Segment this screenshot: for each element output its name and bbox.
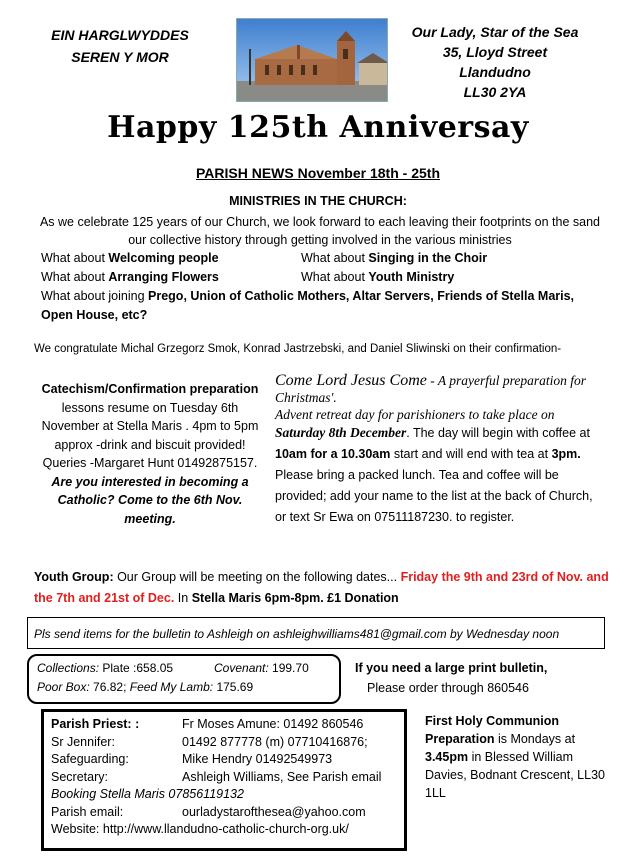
retreat-text1: . The day will begin with coffee at [406, 426, 590, 440]
page-title: Happy 125th Anniversay [107, 110, 529, 145]
communion-text: is Mondays at [494, 732, 576, 746]
ministry-joining [41, 287, 601, 325]
retreat-tagline: - A prayerful preparation for Christmas'. [275, 373, 586, 405]
booking-info: Booking Stella Maris 07856119132 [51, 787, 244, 801]
church-photo-image [237, 19, 387, 101]
collections-row2 [37, 678, 331, 697]
ministry-joining-list: Prego, Union of Catholic Mothers, Altar Servers, Friends of Stella Maris, Open House, etc? [41, 289, 575, 322]
ministry-prefix: What about [301, 270, 369, 284]
communion-location: in Blessed William Davies, Bodnant Crescent, LL30 1LL [425, 750, 605, 800]
youth-venue-prefix: In [174, 591, 192, 605]
youth-group-notice [34, 567, 609, 609]
catechism-question: Are you interested in becoming a Catholic? Come to the 6th Nov. meeting. [51, 474, 249, 526]
secretary-label: Secretary: [51, 769, 108, 784]
ministry-prefix: What about [301, 251, 369, 265]
address-postcode: LL30 2YA [463, 84, 527, 100]
feed-my-lamb-value: 175.69 [213, 680, 254, 694]
contact-row-email [51, 804, 404, 822]
contact-row-secretary [51, 769, 404, 787]
contact-row-safeguarding [51, 751, 404, 769]
retreat-text2: start and will end with tea at [390, 447, 552, 461]
ministry-choir [301, 249, 487, 268]
ministry-prefix: What about [41, 270, 109, 284]
ministries-intro: As we celebrate 125 years of our Church, we look forward to each leaving their footprints on the sand our collective history through getting involved in the various ministries [39, 215, 601, 247]
ministry-welcoming [41, 249, 219, 268]
youth-label: Youth Group: [34, 570, 114, 584]
ministry-prefix: What about [41, 251, 109, 265]
ministry-joining-prefix: What about joining [41, 289, 149, 303]
collections-box [27, 654, 341, 704]
sister-value: 01492 877778 (m) 07710416876; [182, 734, 368, 749]
parish-address [390, 22, 600, 102]
welsh-name-line1: EIN HARGLWYDDES [51, 27, 189, 43]
large-print-line2: Please order through 860546 [367, 681, 529, 695]
safeguarding-value: Mike Hendry 01492549973 [182, 752, 333, 766]
priest-value: Fr Moses Amune: 01492 860546 [182, 717, 364, 731]
retreat-title: Come Lord Jesus Come [275, 372, 427, 389]
collections-row1 [37, 659, 331, 678]
email-value: ourladystarofthesea@yahoo.com [182, 804, 366, 819]
contact-row-sister [51, 734, 404, 752]
large-print-line1: If you need a large print bulletin, [355, 661, 548, 675]
welsh-name-line2: SEREN Y MOR [71, 49, 169, 65]
retreat-date: Saturday 8th December [275, 425, 407, 440]
priest-label: Parish Priest: : [51, 717, 140, 731]
communion-time: 3.45pm [425, 750, 469, 764]
retreat-start-time: 10am for a 10.30am [275, 447, 391, 461]
contact-row-website [51, 821, 404, 839]
email-label: Parish email: [51, 804, 124, 819]
communion-title: First Holy Communion Preparation [425, 714, 560, 746]
safeguarding-label: Safeguarding: [51, 752, 129, 766]
catechism-details: lessons resume on Tuesday 6th November at Stella Maris . 4pm to 5pm approx -drink and biscuit provided! Queries -Margaret Hunt 01492875157. [41, 400, 259, 470]
catechism-title: Catechism/Confirmation preparation [41, 382, 259, 396]
large-print-note [355, 658, 595, 698]
church-photo [236, 18, 388, 102]
bulletin-submission-note: Pls send items for the bulletin to Ashleigh on ashleighwilliams481@gmail.com by Wednesday noon [27, 617, 605, 649]
parish-name-english: Our Lady, Star of the Sea [411, 24, 579, 40]
collections-label: Collections: [37, 661, 100, 675]
ministry-item: Youth Ministry [368, 270, 455, 284]
address-street: 35, Lloyd Street [442, 44, 548, 60]
sister-label: Sr Jennifer: [51, 734, 115, 749]
confirmation-congratulations: We congratulate Michal Grzegorz Smok, Konrad Jastrzebski, and Daniel Sliwinski on their confirmation- [34, 343, 562, 355]
contact-row-booking [51, 786, 404, 804]
collections-plate: Plate :658.05 [99, 661, 174, 675]
retreat-end-time: 3pm. [551, 447, 581, 461]
advent-retreat-notice [275, 372, 605, 528]
ministry-youth [301, 268, 454, 287]
ministry-item: Arranging Flowers [108, 270, 219, 284]
secretary-value: Ashleigh Williams, See Parish email [182, 769, 382, 784]
retreat-intro: Advent retreat day for parishioners to take place on [275, 407, 555, 422]
poorbox-value: 76.82; [89, 680, 130, 694]
contact-row-priest [51, 716, 404, 734]
feed-my-lamb-label: Feed My Lamb: [129, 680, 214, 694]
youth-text: Our Group will be meeting on the following dates... [113, 570, 401, 584]
first-communion-notice [425, 712, 615, 802]
retreat-text3: Please bring a packed lunch. Tea and coffee will be provided; add your name to the list at the back of Church, or text Sr Ewa on 07511187230. to register. [275, 468, 593, 524]
ministry-item: Welcoming people [108, 251, 219, 265]
ministries-heading: MINISTRIES IN THE CHURCH: [229, 194, 407, 208]
ministry-item: Singing in the Choir [368, 251, 488, 265]
catechism-notice [36, 380, 264, 528]
parish-news-heading [0, 165, 636, 181]
youth-dates: Friday the 9th and 23rd of Nov. and the 7th and 21st of Dec. [34, 570, 609, 605]
website-link: Website: http://www.llandudno-catholic-church-org.uk/ [51, 822, 349, 836]
ministry-flowers [41, 268, 219, 287]
youth-venue: Stella Maris 6pm-8pm. £1 Donation [191, 591, 399, 605]
covenant-value: 199.70 [268, 661, 309, 675]
parish-contacts-box [41, 709, 407, 851]
welsh-parish-name [30, 24, 210, 68]
address-town: Llandudno [459, 64, 531, 80]
poorbox-label: Poor Box: [37, 680, 90, 694]
parish-news-dates: PARISH NEWS November 18th - 25th [195, 165, 440, 181]
covenant-label: Covenant: [214, 661, 269, 675]
